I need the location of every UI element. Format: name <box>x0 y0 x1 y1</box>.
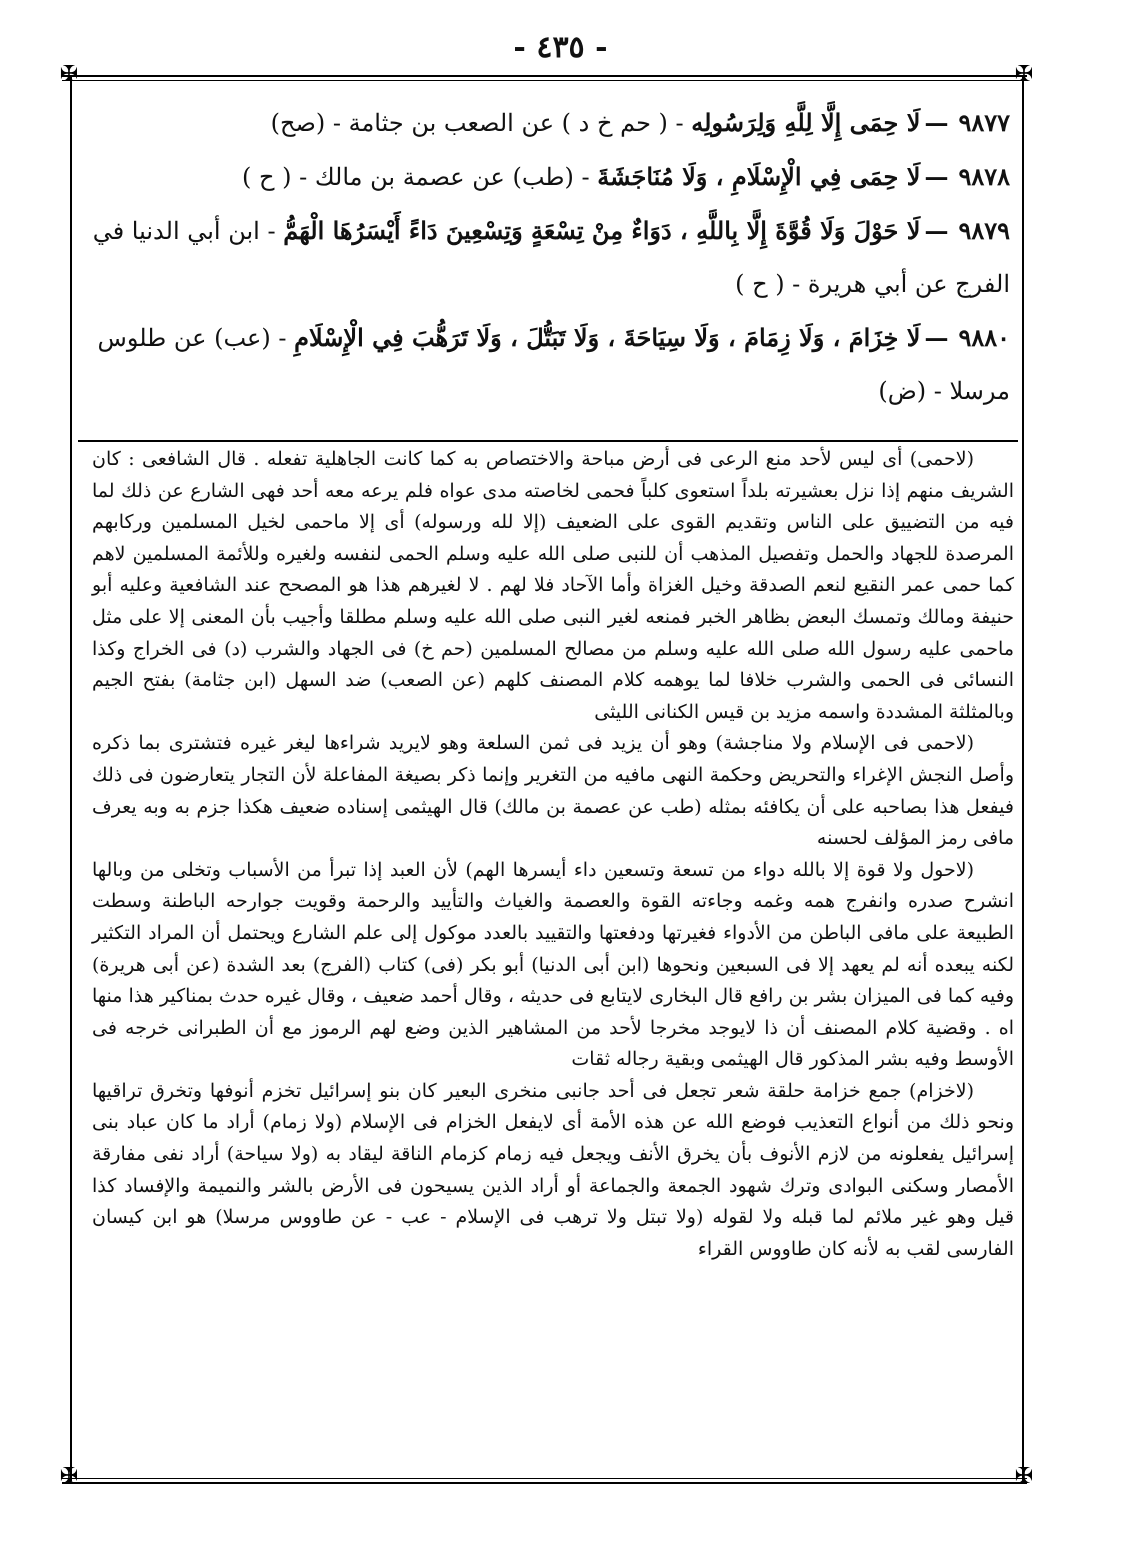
hadith-entry <box>88 96 1010 150</box>
hadith-entry <box>88 150 1010 204</box>
hadith-number: ٩٨٧٧ <box>958 108 1010 137</box>
frame-top-rule <box>62 75 1027 81</box>
hadith-dash: — <box>924 323 949 352</box>
corner-ornament-icon: ✠ <box>1014 1464 1034 1489</box>
hadith-dash: — <box>924 162 949 191</box>
commentary-paragraph: (لاحمى فى الإسلام ولا مناجشة) وهو أن يزيد فى ثمن السلعة وهو لايريد شراءها ليغر غيره فتشترى بما ذكره وأصل النجش الإغراء والتحريض وحكمة النهى مافيه من التغرير وإنما ذكر بصيغة المفاعلة لأن التجار يتعارضون فى ذلك فيفعل هذا بصاحبه على أن يكافئه بمثله (طب عن عصمة بن مالك) قال الهيثمى إسناده ضعيف هكذا جزم به وبه يعرف مافى رمز المؤلف لحسنه <box>92 732 1014 850</box>
hadith-text: لَا خِزَامَ ، وَلَا زِمَامَ ، وَلَا سِيَاحَةَ ، وَلَا تَبَتُّلَ ، وَلَا تَرَهُّبَ فِي الْإِسْلَامِ <box>294 323 921 352</box>
hadith-number: ٩٨٧٩ <box>958 216 1010 245</box>
corner-ornament-icon: ✠ <box>1014 62 1034 87</box>
frame-right-rule <box>1022 76 1024 1481</box>
hadith-source: - (عب) عن طلوس مرسلا - (ض) <box>97 324 1010 405</box>
commentary-paragraph: (لاحول ولا قوة إلا بالله دواء من تسعة وتسعين داء أيسرها الهم) لأن العبد إذا تبرأ من الأسباب وتخلى من وبالها انشرح صدره وانفرج همه وغمه وجاءته القوة والعصمة والغياث والتأييد والرحمة وقويت جوارحه الباطنة وسطت الطبيعة على مافى الباطن من الأدواء فغيرتها ودفعتها والتقييد بالعدد موكول إلى علم الشارع ويحتمل أن المراد التكثير لكنه يبعده أنه لم يعهد إلا فى السبعين ونحوها (ابن أبى الدنيا) أبو بكر (فى) كتاب (الفرج) بعد الشدة (عن أبى هريرة) وفيه كما فى الميزان بشر بن رافع قال البخارى لايتابع فى حديثه ، وقال أحمد ضعيف ، وقال غيره حدث بمناكير هذا منها اه . وقضية كلام المصنف أن ذا لايوجد مخرجا لأحد من المشاهير الذين وضع لهم الرموز مع أن الطبرانى خرجه فى الأوسط وفيه بشر المذكور قال الهيثمى وبقية رجاله ثقات <box>92 858 1014 1071</box>
hadith-source: - ابن أبي الدنيا في الفرج عن أبي هريرة - ( ح ) <box>92 217 1010 298</box>
hadith-entry <box>88 204 1010 311</box>
page-number: - ٤٣٥ - <box>513 30 608 65</box>
hadith-text: لَا حَوْلَ وَلَا قُوَّةَ إِلَّا بِاللَّهِ ، دَوَاءٌ مِنْ تِسْعَةٍ وَتِسْعِينَ دَاءً أَيْسَرُهَا الْهَمُّ <box>283 216 921 245</box>
hadith-entry <box>88 311 1010 418</box>
hadith-list <box>88 96 1010 434</box>
hadith-commentary-divider <box>78 440 1018 442</box>
frame-bottom-rule <box>62 1478 1027 1484</box>
hadith-text: لَا حِمَى فِي الْإِسْلَامِ ، وَلَا مُنَاجَشَةَ <box>597 162 921 191</box>
commentary-paragraph: (لاخزام) جمع خزامة حلقة شعر تجعل فى أحد جانبى منخرى البعير كان بنو إسرائيل تخزم أنوفها وتخرق تراقيها ونحو ذلك من أنواع التعذيب فوضع الله عن هذه الأمة أى لايفعل الخزام فى الإسلام (ولا زمام) أراد ما كان عباد بنى إسرائيل يفعلونه من لازم الأنوف بأن يخرق الأنف ويجعل فيه زمام كزمام الناقة ليقاد به (ولا سياحة) أراد نفى مفارقة الأمصار وسكنى البوادى وترك شهود الجمعة والجماعة أو أراد الذين يسيحون فى الأرض بالشر والنميمة والإفساد كذا قيل وهو غير ملائم لما قبله ولا لقوله (ولا تبتل ولا ترهب فى الإسلام - عب - عن طاووس مرسلا) هو ابن كيسان الفارسى لقب به لأنه كان طاووس القراء <box>92 1079 1014 1260</box>
frame-left-rule <box>70 76 72 1481</box>
hadith-dash: — <box>924 216 949 245</box>
hadith-dash: — <box>924 108 949 137</box>
commentary-paragraph: (لاحمى) أى ليس لأحد منع الرعى فى أرض مباحة والاختصاص به كما كانت الجاهلية تفعله . قال الشافعى : كان الشريف منهم إذا نزل بعشيرته بلداً استعوى كلباً فحمى لخاصته مدى عواه فلم يرعه معه أحد فهى الشارع عن ذلك لما فيه من التضييق على الناس وتقديم القوى على الضعيف (إلا لله ورسوله) أى إلا ماحمى لخيل المسلمين وركابهم المرصدة للجهاد والحمل وتفصيل المذهب أن للنبى صلى الله عليه وسلم الحمى لنفسه ولغيره وللأئمة المسلمين لاهم كما حمى عمر النقيع لنعم الصدقة وخيل الغزاة وأما الآحاد فلا لهم . لا لغيرهم هذا هو المصحح عند الشافعية وعليه أبو حنيفة ومالك وتمسك البعض بظاهر الخبر فمنعه لغير النبى صلى الله عليه وسلم مطلقا وأجيب بأن المعنى إلا على مثل ماحمى عليه رسول الله صلى الله عليه وسلم من مصالح المسلمين (حم خ) فى الجهاد والشرب (د) فى الخراج وكذا النسائى فى الحمى والشرب خلافا لما يوهمه كلام المصنف كلهم (عن الصعب) ضد السهل (ابن جثامة) بفتح الجيم وبالمثلثة المشددة واسمه مزيد بن قيس الكنانى الليثى <box>92 448 1014 723</box>
hadith-source: - (طب) عن عصمة بن مالك - ( ح ) <box>241 163 590 191</box>
hadith-source: - ( حم خ د ) عن الصعب بن جثامة - (صح) <box>270 109 684 137</box>
corner-ornament-icon: ✠ <box>59 1464 79 1489</box>
hadith-text: لَا حِمَى إِلَّا لِلَّهِ وَلِرَسُولِه <box>691 108 921 137</box>
hadith-number: ٩٨٨٠ <box>958 323 1010 352</box>
hadith-number: ٩٨٧٨ <box>958 162 1010 191</box>
corner-ornament-icon: ✠ <box>59 62 79 87</box>
commentary-section <box>92 444 1014 1474</box>
